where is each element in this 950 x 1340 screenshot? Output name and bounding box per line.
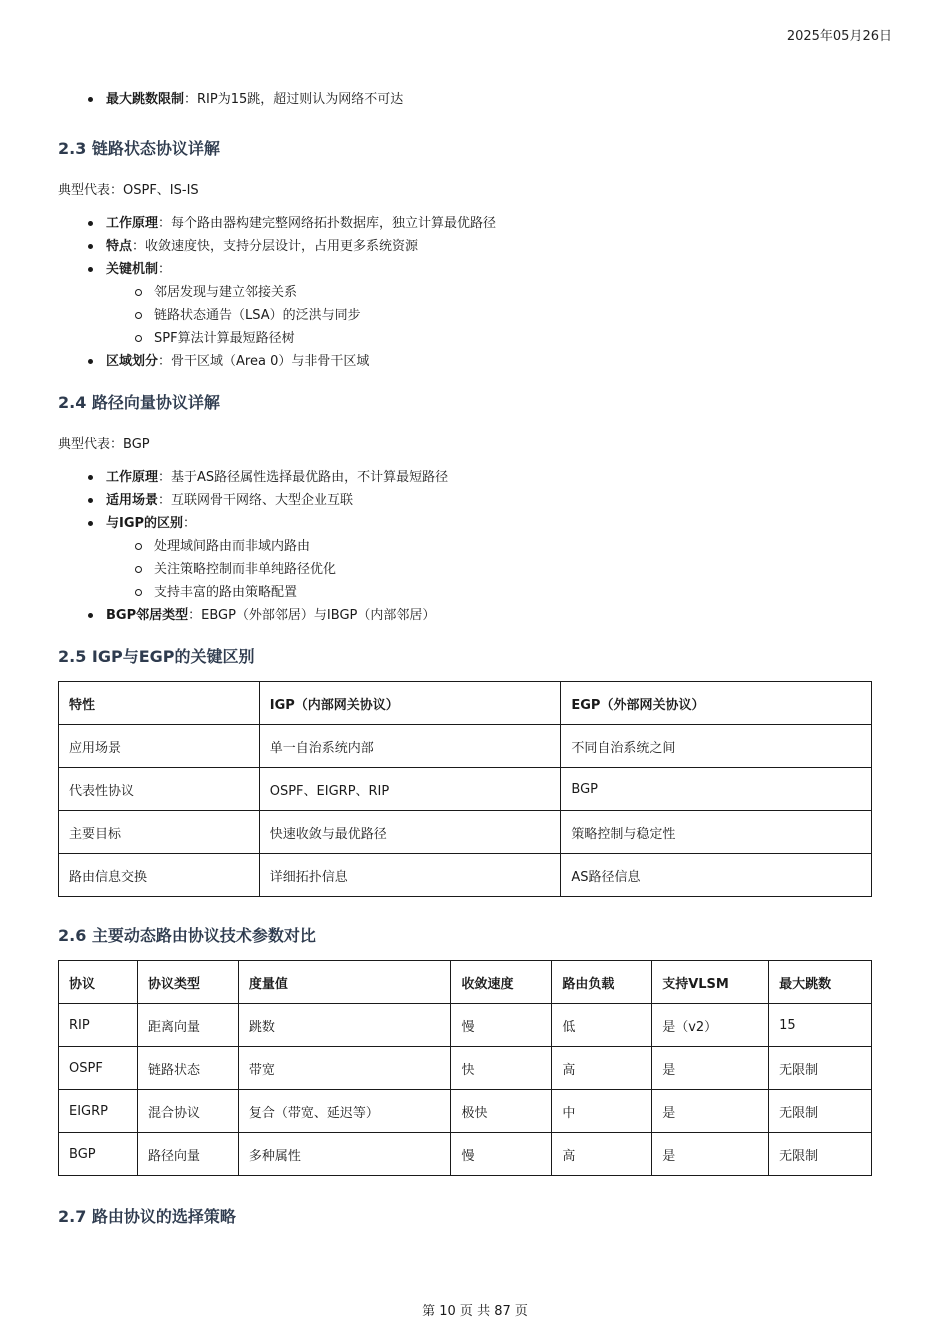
table-cell: 策略控制与稳定性 xyxy=(561,811,872,854)
table-cell: 低 xyxy=(552,1004,652,1047)
table-cell: 路径向量 xyxy=(137,1133,238,1176)
item-bold: 工作原理 xyxy=(106,470,159,485)
table-cell: 慢 xyxy=(451,1004,552,1047)
item-text: ：RIP为15跳，超过则认为网络不可达 xyxy=(184,92,404,107)
section-heading-2-7: 2.7 路由协议的选择策略 xyxy=(58,1207,236,1226)
table-header-cell: EGP（外部网关协议） xyxy=(561,682,872,725)
list-item xyxy=(58,604,872,627)
table-cell: OSPF xyxy=(59,1047,138,1090)
table-cell: 代表性协议 xyxy=(59,768,260,811)
table-header-row xyxy=(59,961,872,1004)
table-header-cell: 路由负载 xyxy=(552,961,652,1004)
table-cell: 单一自治系统内部 xyxy=(259,725,561,768)
sub-list-item: 邻居发现与建立邻接关系 xyxy=(58,281,872,304)
item-text: ：EBGP（外部邻居）与IBGP（内部邻居） xyxy=(188,608,436,623)
item-bold: 区域划分 xyxy=(106,354,159,369)
item-bold: 特点 xyxy=(106,239,133,254)
list-item xyxy=(58,235,872,258)
table-cell: 快 xyxy=(451,1047,552,1090)
item-bold: 最大跳数限制 xyxy=(106,92,185,107)
table-cell: 15 xyxy=(769,1004,872,1047)
item-text: ： xyxy=(158,262,172,277)
table-header-cell: IGP（内部网关协议） xyxy=(259,682,561,725)
table-cell: 无限制 xyxy=(769,1047,872,1090)
table-header-cell: 协议 xyxy=(59,961,138,1004)
table-header-cell: 支持VLSM xyxy=(652,961,769,1004)
table-cell: RIP xyxy=(59,1004,138,1047)
table-row xyxy=(59,1133,872,1176)
table-cell: 距离向量 xyxy=(137,1004,238,1047)
section-heading-2-3: 2.3 链路状态协议详解 xyxy=(58,139,220,158)
section-heading-2-4: 2.4 路径向量协议详解 xyxy=(58,393,220,412)
section-representative: 典型代表：OSPF、IS-IS xyxy=(58,183,199,198)
table-cell: AS路径信息 xyxy=(561,854,872,897)
table-row xyxy=(59,811,872,854)
list-item xyxy=(58,489,872,512)
item-bold: BGP邻居类型 xyxy=(106,608,189,623)
page-footer: 第 10 页 共 87 页 xyxy=(422,1304,528,1319)
table-cell: 复合（带宽、延迟等） xyxy=(238,1090,451,1133)
table-row xyxy=(59,768,872,811)
table-row xyxy=(59,725,872,768)
item-text: ：骨干区域（Area 0）与非骨干区域 xyxy=(158,354,370,369)
bullet-list xyxy=(58,212,872,373)
list-item xyxy=(58,512,872,535)
table-row xyxy=(59,1090,872,1133)
item-bold: 与IGP的区别 xyxy=(106,516,184,531)
table-cell: 是 xyxy=(652,1133,769,1176)
table-header-cell: 特性 xyxy=(59,682,260,725)
item-bold: 适用场景 xyxy=(106,493,159,508)
intro-list xyxy=(58,88,872,111)
sub-list-item: 支持丰富的路由策略配置 xyxy=(58,581,872,604)
table-header-cell: 收敛速度 xyxy=(451,961,552,1004)
section-heading-2-6: 2.6 主要动态路由协议技术参数对比 xyxy=(58,926,316,945)
bullet-list xyxy=(58,466,872,627)
sub-list-item: 处理域间路由而非域内路由 xyxy=(58,535,872,558)
table-cell: 中 xyxy=(552,1090,652,1133)
table-cell: 跳数 xyxy=(238,1004,451,1047)
item-text: ：收敛速度快，支持分层设计，占用更多系统资源 xyxy=(132,239,419,254)
table-cell: 路由信息交换 xyxy=(59,854,260,897)
table-cell: 无限制 xyxy=(769,1090,872,1133)
document-body xyxy=(58,88,872,1227)
table-cell: 高 xyxy=(552,1133,652,1176)
table-cell: EIGRP xyxy=(59,1090,138,1133)
list-item xyxy=(58,258,872,281)
table-cell: 混合协议 xyxy=(137,1090,238,1133)
table-cell: OSPF、EIGRP、RIP xyxy=(259,768,561,811)
table-cell: 是 xyxy=(652,1047,769,1090)
table-cell: 极快 xyxy=(451,1090,552,1133)
sub-list-item: 链路状态通告（LSA）的泛洪与同步 xyxy=(58,304,872,327)
protocol-parameters-table xyxy=(58,960,872,1176)
table-header-cell: 最大跳数 xyxy=(769,961,872,1004)
table-cell: 带宽 xyxy=(238,1047,451,1090)
table-cell: 主要目标 xyxy=(59,811,260,854)
table-cell: 高 xyxy=(552,1047,652,1090)
table-header-cell: 协议类型 xyxy=(137,961,238,1004)
item-text: ：基于AS路径属性选择最优路由，不计算最短路径 xyxy=(158,470,449,485)
table-cell: 应用场景 xyxy=(59,725,260,768)
table-row xyxy=(59,1004,872,1047)
table-cell: 链路状态 xyxy=(137,1047,238,1090)
list-item xyxy=(58,212,872,235)
table-cell: 不同自治系统之间 xyxy=(561,725,872,768)
table-cell: 无限制 xyxy=(769,1133,872,1176)
item-bold: 关键机制 xyxy=(106,262,159,277)
table-header-row xyxy=(59,682,872,725)
list-item xyxy=(58,350,872,373)
table-cell: 慢 xyxy=(451,1133,552,1176)
table-cell: 快速收敛与最优路径 xyxy=(259,811,561,854)
item-text: ：每个路由器构建完整网络拓扑数据库，独立计算最优路径 xyxy=(158,216,497,231)
table-cell: 详细拓扑信息 xyxy=(259,854,561,897)
document-date: 2025年05月26日 xyxy=(786,29,892,44)
section-heading-2-5: 2.5 IGP与EGP的关键区别 xyxy=(58,647,255,666)
item-text: ： xyxy=(183,516,197,531)
table-cell: BGP xyxy=(59,1133,138,1176)
igp-egp-table xyxy=(58,681,872,897)
table-header-cell: 度量值 xyxy=(238,961,451,1004)
table-cell: 是（v2） xyxy=(652,1004,769,1047)
item-bold: 工作原理 xyxy=(106,216,159,231)
table-row xyxy=(59,1047,872,1090)
table-cell: BGP xyxy=(561,768,872,811)
table-cell: 多种属性 xyxy=(238,1133,451,1176)
section-representative: 典型代表：BGP xyxy=(58,437,150,452)
table-row xyxy=(59,854,872,897)
list-item xyxy=(58,466,872,489)
item-text: ：互联网骨干网络、大型企业互联 xyxy=(158,493,354,508)
list-item xyxy=(58,88,872,111)
sub-list-item: 关注策略控制而非单纯路径优化 xyxy=(58,558,872,581)
table-cell: 是 xyxy=(652,1090,769,1133)
sub-list-item: SPF算法计算最短路径树 xyxy=(58,327,872,350)
